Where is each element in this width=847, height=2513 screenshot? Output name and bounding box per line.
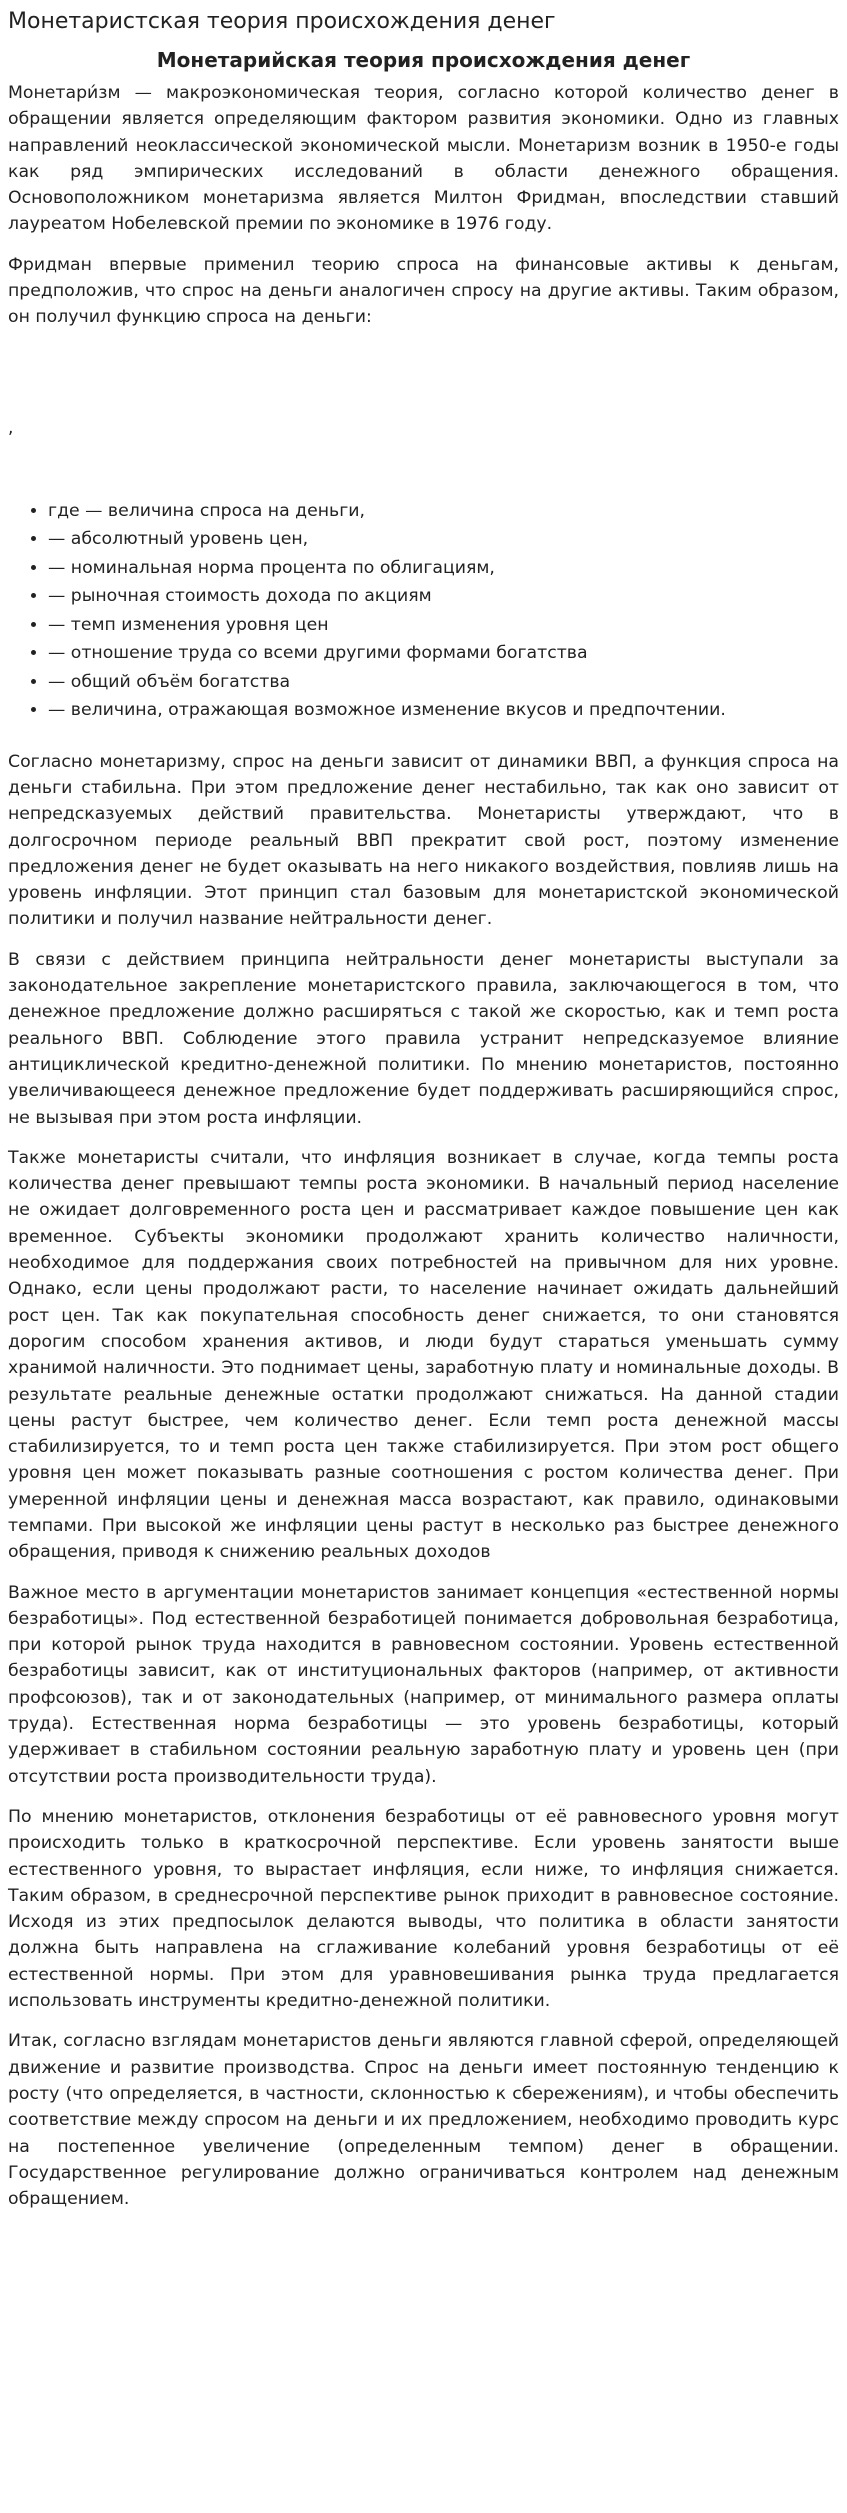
list-item: • — отношение труда со всеми другими формами богатства [48,639,839,668]
definition-list [8,497,839,725]
body-paragraph: Итак, согласно взглядам монетаристов деньги являются главной сферой, определяющей движение и развитие производства. Спрос на деньги имеет постоянную тенденцию к росту (что определяется, в частности, склонностью к сбережениям), и чтобы обеспечить соответствие между спросом на деньги и их предложением, необходимо проводить курс на постепенное увеличение (определенным темпом) денег в обращении. Государственное регулирование должно ограничиваться контролем над денежным обращением. [8,2031,839,2210]
formula-placeholder [8,345,839,417]
body-paragraph: В связи с действием принципа нейтральности денег монетаристы выступали за законодательное закрепление монетаристского правила, заключающегося в том, что денежное предложение должно расширяться с такой же скоростью, как и темп роста реального ВВП. Соблюдение этого правила устранит непредсказуемое влияние антициклической кредитно-денежной политики. По мнению монетаристов, постоянно увеличивающееся денежное предложение будет поддерживать расширяющийся спрос, не вызывая при этом роста инфляции. [8,949,839,1128]
list-item: • — номинальная норма процента по облигациям, [48,554,839,583]
intro-paragraph: Фридман впервые применил теорию спроса на финансовые активы к деньгам, предположив, что спрос на деньги аналогичен спросу на другие активы. Таким образом, он получил функцию спроса на деньги: [8,254,839,328]
page-title: Монетаристская теория происхождения денег [8,9,556,34]
list-item: • — общий объём богатства [48,668,839,697]
list-item: • — темп изменения уровня цен [48,611,839,640]
intro-paragraph: Монетари́зм — макроэкономическая теория, согласно которой количество денег в обращении является определяющим фактором развития экономики. Одно из главных направлений неоклассической экономической мысли. Монетаризм возник в 1950-е годы как ряд эмпирических исследований в области денежного обращения. Основоположником монетаризма является Милтон Фридман, впоследствии ставший лауреатом Нобелевской премии по экономике в 1976 году. [8,83,839,235]
list-item: • — величина, отражающая возможное изменение вкусов и предпочтении. [48,696,839,725]
body-paragraph: Важное место в аргументации монетаристов занимает концепция «естественной нормы безработицы». Под естественной безработицей понимается добровольная безработица, при которой рынок труда находится в равновесном состоянии. Уровень естественной безработицы зависит, как от институциональных факторов (например, от активности профсоюзов), так и от законодательных (например, от минимального размера оплаты труда). Естественная норма безработицы — это уровень безработицы, который удерживает в стабильном состоянии реальную заработную плату и уровень цен (при отсутствии роста производительности труда). [8,1582,839,1787]
formula-trailing-comma: , [8,417,14,438]
list-item: • — рыночная стоимость дохода по акциям [48,582,839,611]
article-title: Монетарийская теория происхождения денег [156,48,691,72]
body-paragraph: По мнению монетаристов, отклонения безработицы от её равновесного уровня могут происходить только в краткосрочной перспективе. Если уровень занятости выше естественного уровня, то вырастает инфляция, если ниже, то инфляция снижается. Таким образом, в среднесрочной перспективе рынок приходит в равновесное состояние. Исходя из этих предпосылок делаются выводы, что политика в области занятости должна быть направлена на сглаживание колебаний уровня безработицы от её естественной нормы. При этом для уравновешивания рынка труда предлагается использовать инструменты кредитно-денежной политики. [8,1806,839,2012]
list-item: • где — величина спроса на деньги, [48,497,839,526]
list-item: • — абсолютный уровень цен, [48,525,839,554]
body-paragraph: Также монетаристы считали, что инфляция возникает в случае, когда темпы роста количества денег превышают темпы роста экономики. В начальный период население не ожидает долговременного роста цен и рассматривает каждое повышение цен как временное. Субъекты экономики продолжают хранить количество наличности, необходимое для поддержания своих потребностей на привычном для них уровне. Однако, если цены продолжают расти, то население начинает ожидать дальнейший рост цен. Так как покупательная способность денег снижается, то они становятся дорогим способом хранения активов, и люди будут стараться уменьшать сумму хранимой наличности. Это поднимает цены, заработную плату и номинальные доходы. В результате реальные денежные остатки продолжают снижаться. На данной стадии цены растут быстрее, чем количество денег. Если темп роста денежной массы стабилизируется, то и темп роста цен также стабилизируется. При этом рост общего уровня цен может показывать разные соотношения с ростом количества денег. При умеренной инфляции цены и денежная масса возрастают, как правило, одинаковыми темпами. При высокой же инфляции цены растут в несколько раз быстрее денежного обращения, приводя к снижению реальных доходов [8,1147,839,1563]
body-paragraph: Согласно монетаризму, спрос на деньги зависит от динамики ВВП, а функция спроса на деньги стабильна. При этом предложение денег нестабильно, так как оно зависит от непредсказуемых действий правительства. Монетаристы утверждают, что в долгосрочном периоде реальный ВВП прекратит свой рост, поэтому изменение предложения денег не будет оказывать на него никакого воздействия, повлияв лишь на уровень инфляции. Этот принцип стал базовым для монетаристской экономической политики и получил название нейтральности денег. [8,751,839,930]
